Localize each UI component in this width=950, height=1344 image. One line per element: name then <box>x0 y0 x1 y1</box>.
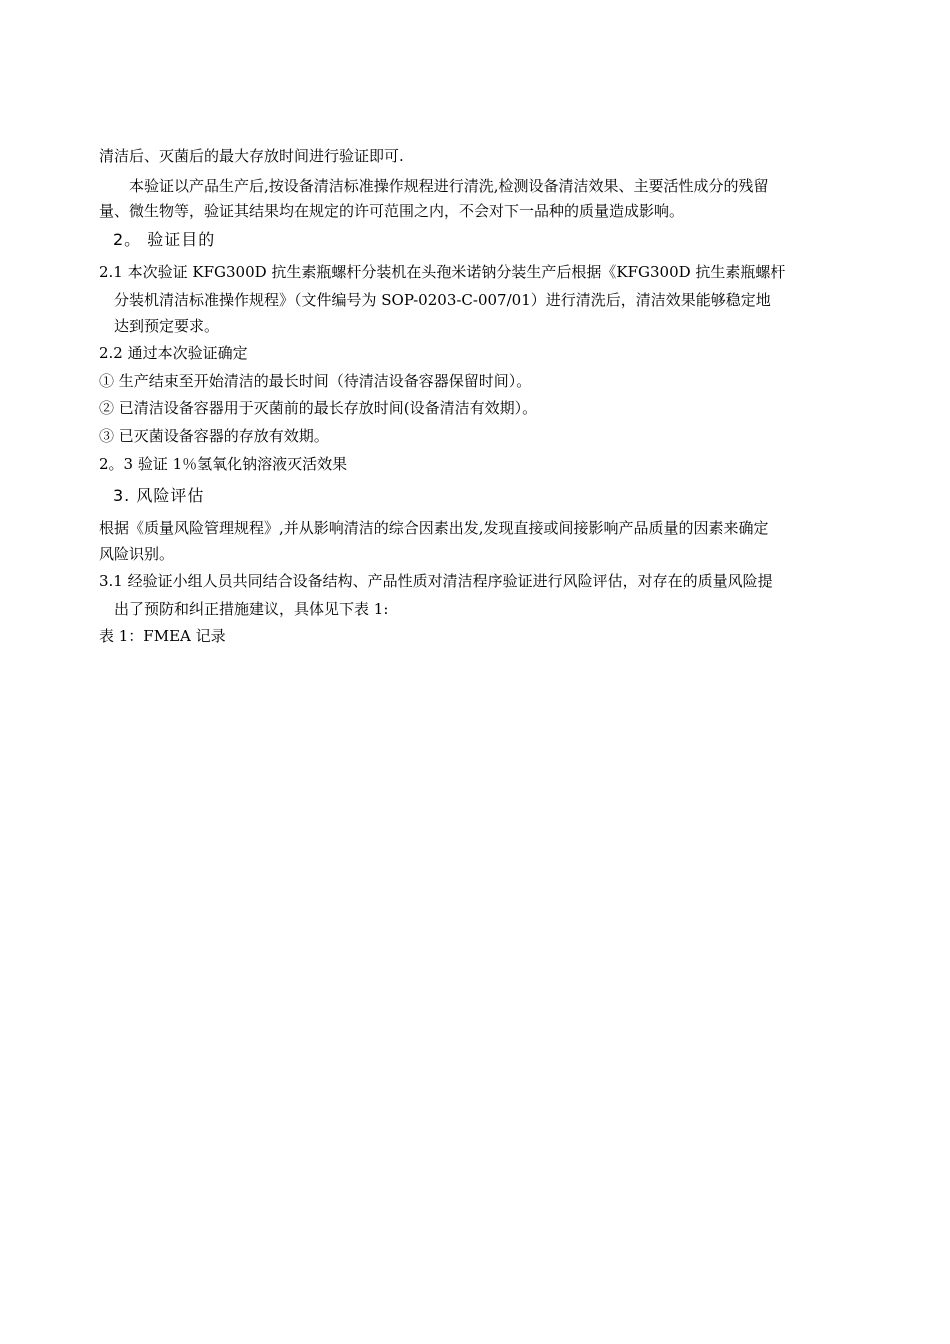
item-3-1-line2: 出了预防和纠正措施建议，具体见下表 1: <box>114 600 389 618</box>
item-2-1-line1: 2.1 本次验证 KFG300D 抗生素瓶螺杆分装机在头孢米诺钠分装生产后根据《KFG300D 抗生素瓶螺杆 <box>99 263 786 281</box>
section3-para-line1: 根据《质量风险管理规程》,并从影响清洁的综合因素出发,发现直接或间接影响产品质量的因素来确定 <box>99 519 769 537</box>
sub-item-3: ③ 已灭菌设备容器的存放有效期。 <box>99 427 329 445</box>
sub-item-2: ② 已清洁设备容器用于灭菌前的最长存放时间(设备清洁有效期）。 <box>99 399 538 417</box>
item-2-2: 2.2 通过本次验证确定 <box>99 344 248 362</box>
para1-line2: 量、微生物等，验证其结果均在规定的许可范围之内，不会对下一品种的质量造成影响。 <box>99 202 685 220</box>
para1-line1: 本验证以产品生产后,按设备清洁标准操作规程进行清洗,检测设备清洁效果、主要活性成分的残留 <box>129 177 769 195</box>
item-2-1-line2: 分装机清洁标准操作规程》（文件编号为 SOP-0203-C-007/01）进行清洗后，清洁效果能够稳定地 <box>114 291 771 309</box>
item-2-1-line3: 达到预定要求。 <box>114 317 220 335</box>
intro-line: 清洁后、灭菌后的最大存放时间进行验证即可. <box>99 147 404 165</box>
table-caption: 表 1：FMEA 记录 <box>99 627 226 645</box>
item-2-3: 2。3 验证 1％氢氧化钠溶液灭活效果 <box>99 455 348 473</box>
section2-heading: 2。 验证目的 <box>113 230 216 249</box>
sub-item-1: ① 生产结束至开始清洁的最长时间（待清洁设备容器保留时间）。 <box>99 372 532 390</box>
section3-para-line2: 风险识别。 <box>99 545 175 563</box>
item-3-1-line1: 3.1 经验证小组人员共同结合设备结构、产品性质对清洁程序验证进行风险评估，对存在的质量风险提 <box>99 572 773 590</box>
section3-heading: 3. 风险评估 <box>113 486 205 505</box>
